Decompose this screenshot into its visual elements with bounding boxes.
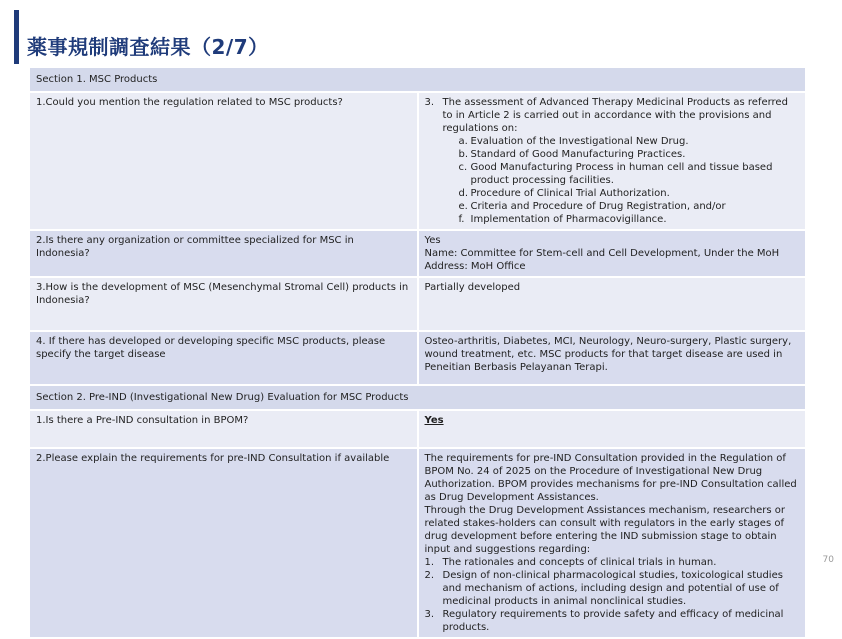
answer-paragraph: The requirements for pre-IND Consultation provided in the Regulation of BPOM No. 24 of 2025 on the Procedure of Investigational New Drug Authorization. BPOM provides mechanisms for pre-IND Consultation called as Drug Development Assistances. [424, 453, 797, 503]
table-row [29, 92, 806, 230]
list-item [425, 608, 800, 634]
answer-yes: Yes [424, 415, 444, 426]
sub-list-item [425, 213, 800, 226]
page-title: 薬事規制調査結果（2/7） [27, 35, 269, 59]
sub-list-text: Procedure of Clinical Trial Authorization. [470, 188, 670, 199]
table-row [29, 331, 806, 385]
sub-list-letter: b. [458, 149, 469, 160]
answer-cell [418, 410, 807, 448]
answer-cell [418, 92, 807, 230]
question-cell: 1.Is there a Pre-IND consultation in BPOM? [29, 410, 418, 448]
sub-list-letter: c. [458, 162, 468, 173]
list-text: Design of non-clinical pharmacological studies, toxicological studies and mechanism of actions, including design and potential of use of medicinal products in animal nonclinical studies. [442, 570, 783, 607]
sub-list-letter: d. [458, 188, 469, 199]
sub-list-letter: a. [458, 136, 468, 147]
list-text: Regulatory requirements to provide safety and efficacy of medicinal products. [442, 609, 784, 633]
answer-paragraph: Through the Drug Development Assistances mechanism, researchers or related stakes-holders can consult with regulators in the early stages of drug development before entering the IND submission stage to obtain input and suggestions regarding: [424, 505, 786, 555]
answer-cell: Osteo-arthritis, Diabetes, MCI, Neurology, Neuro-surgery, Plastic surgery, wound treatment, etc. MSC products for that target disease are used in Peneitian Berbasis Pelayanan Terapi. [418, 331, 807, 385]
table-row [29, 277, 806, 331]
list-number: 2. [424, 570, 435, 581]
sub-list-item [425, 187, 800, 200]
list-item [425, 96, 800, 135]
sub-list-text: Standard of Good Manufacturing Practices. [470, 149, 686, 160]
section2-header: Section 2. Pre-IND (Investigational New Drug) Evaluation for MSC Products [29, 385, 806, 410]
answer-cell [418, 448, 807, 638]
question-cell: 3.How is the development of MSC (Mesenchymal Stromal Cell) products in Indonesia? [29, 277, 418, 331]
section-header-row [29, 67, 806, 92]
sub-list-text: Implementation of Pharmacovigillance. [470, 214, 667, 225]
section1-header: Section 1. MSC Products [29, 67, 806, 92]
sub-list-item [425, 161, 800, 187]
sub-list-letter: e. [458, 201, 468, 212]
sub-list-item [425, 135, 800, 148]
table-row [29, 448, 806, 638]
sub-list-text: Good Manufacturing Process in human cell and tissue based product processing facilities. [470, 162, 773, 186]
question-cell: 1.Could you mention the regulation related to MSC products? [29, 92, 418, 230]
section-header-row [29, 385, 806, 410]
table-row [29, 230, 806, 277]
list-text: The rationales and concepts of clinical trials in human. [442, 557, 717, 568]
sub-list-letter: f. [458, 214, 465, 225]
question-cell: 2.Is there any organization or committee specialized for MSC in Indonesia? [29, 230, 418, 277]
question-cell: 4. If there has developed or developing specific MSC products, please specify the target disease [29, 331, 418, 385]
answer-line: Yes [424, 235, 441, 246]
answer-line: Name: Committee for Stem-cell and Cell Development, Under the MoH [424, 248, 780, 259]
table-row [29, 410, 806, 448]
sub-list-item [425, 148, 800, 161]
list-text: The assessment of Advanced Therapy Medicinal Products as referred to in Article 2 is carried out in accordance with the provisions and regulations on: [442, 97, 788, 134]
list-number: 3. [424, 97, 435, 108]
question-cell: 2.Please explain the requirements for pre-IND Consultation if available [29, 448, 418, 638]
sub-list-text: Evaluation of the Investigational New Drug. [470, 136, 689, 147]
survey-table [28, 66, 807, 639]
answer-line: Address: MoH Office [424, 261, 526, 272]
list-item [425, 569, 800, 608]
sub-list-text: Criteria and Procedure of Drug Registration, and/or [470, 201, 726, 212]
list-number: 3. [424, 609, 435, 620]
answer-cell [418, 230, 807, 277]
sub-list-item [425, 200, 800, 213]
answer-cell: Partially developed [418, 277, 807, 331]
list-number: 1. [424, 557, 435, 568]
title-accent-bar [14, 10, 19, 64]
list-item [425, 556, 800, 569]
page-number: 70 [822, 555, 834, 565]
